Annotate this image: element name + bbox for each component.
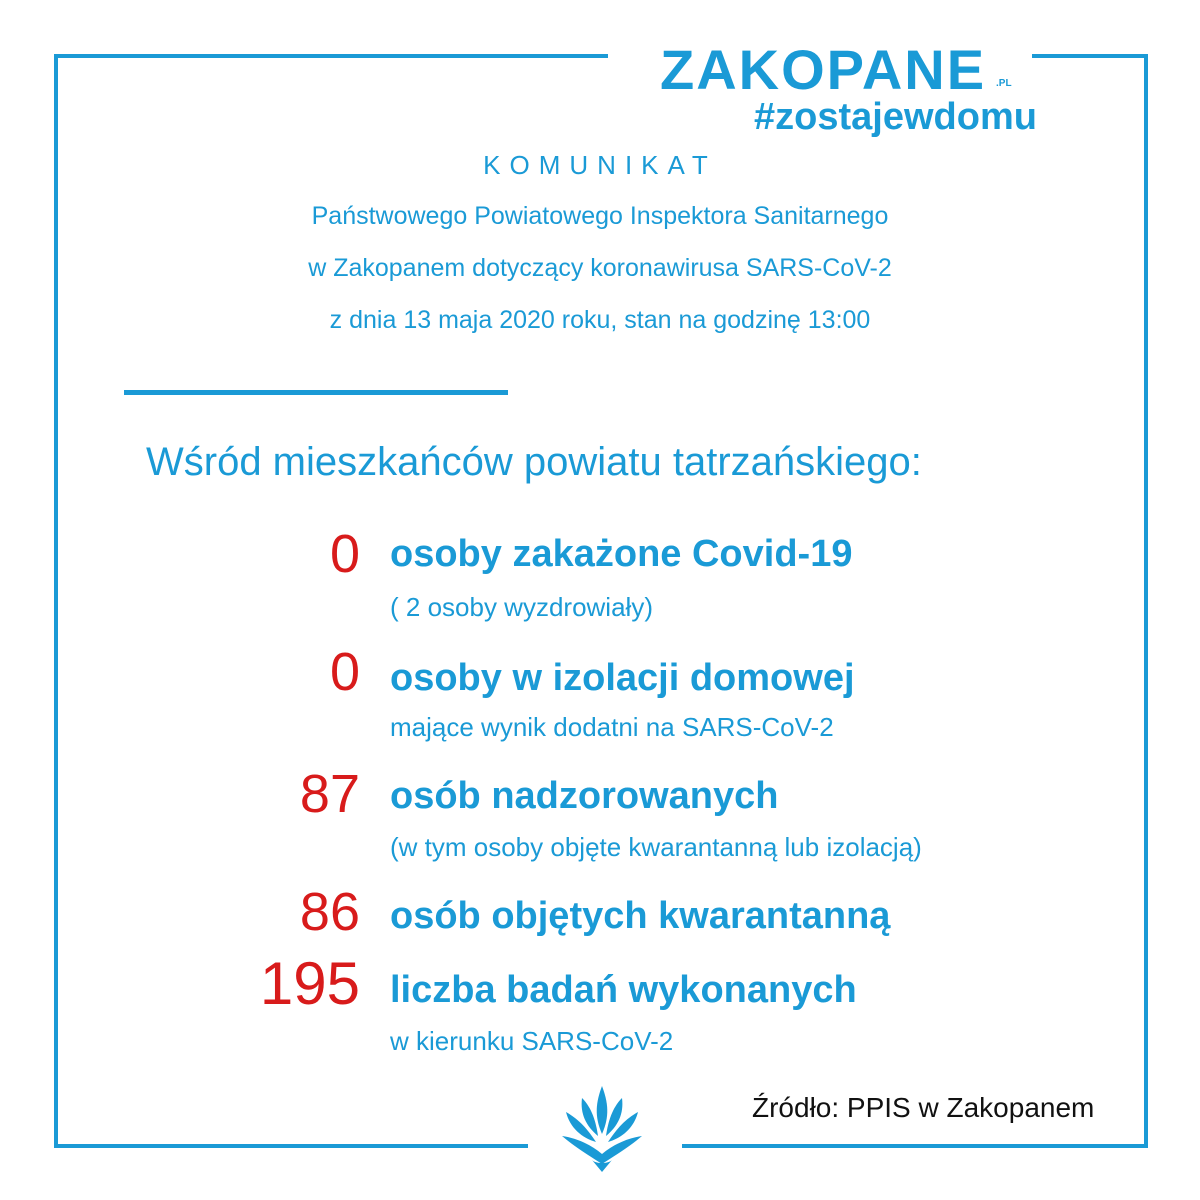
komunikat-title: KOMUNIKAT <box>483 150 717 180</box>
frame-top-right <box>1032 54 1148 58</box>
stat-value: 86 <box>299 882 360 942</box>
frame-bottom-left <box>54 1144 528 1148</box>
separator-line <box>124 390 508 395</box>
stat-sub: w kierunku SARS-CoV-2 <box>390 1026 674 1056</box>
header-line-2: w Zakopanem dotyczący koronawirusa SARS-CoV-2 <box>308 254 892 282</box>
stat-label: osób nadzorowanych <box>390 775 779 817</box>
intro-text: Wśród mieszkańców powiatu tatrzańskiego: <box>146 440 922 484</box>
stat-value: 0 <box>329 524 360 584</box>
header-line-1: Państwowego Powiatowego Inspektora Sanitarnego <box>311 202 889 230</box>
stat-sub: (w tym osoby objęte kwarantanną lub izolacją) <box>390 832 922 862</box>
stat-label: osoby w izolacji domowej <box>390 657 855 699</box>
header-line-3: z dnia 13 maja 2020 roku, stan na godzinę 13:00 <box>329 306 871 334</box>
source-note: Źródło: PPIS w Zakopanem <box>752 1092 1095 1123</box>
stat-value: 0 <box>329 642 360 702</box>
brand-logo <box>660 40 1030 100</box>
frame-top-left <box>54 54 608 58</box>
logo-text: ZAKOPANE <box>660 38 987 101</box>
stat-sub: ( 2 osoby wyzdrowiały) <box>390 592 653 622</box>
stat-value: 195 <box>259 950 360 1017</box>
hashtag: #zostajewdomu <box>754 96 1037 138</box>
frame-bottom-right <box>682 1144 1148 1148</box>
stat-sub: mające wynik dodatni na SARS-CoV-2 <box>390 712 834 742</box>
stat-value: 87 <box>299 764 360 824</box>
logo-tld: .PL <box>996 78 1012 89</box>
stat-label: liczba badań wykonanych <box>390 969 857 1011</box>
stat-label: osób objętych kwarantanną <box>390 895 891 937</box>
stat-label: osoby zakażone Covid-19 <box>390 533 853 575</box>
emblem-icon <box>552 1078 652 1178</box>
